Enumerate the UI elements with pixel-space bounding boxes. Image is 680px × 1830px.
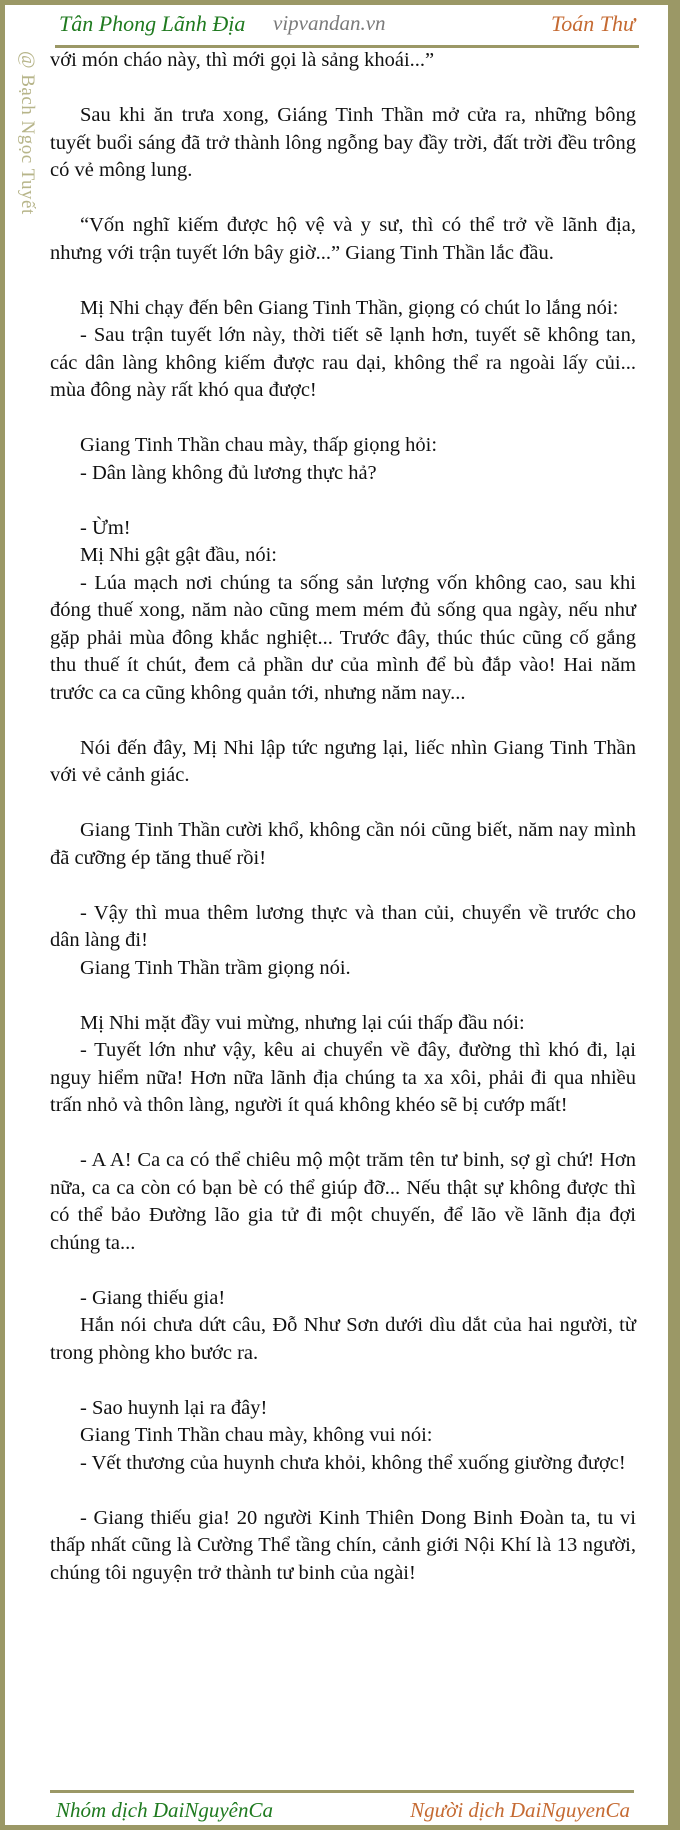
- paragraph: - Vậy thì mua thêm lương thực và than củi, chuyển về trước cho dân làng đi!: [50, 901, 636, 951]
- paragraph-spacer: [50, 707, 636, 735]
- paragraph-spacer: [50, 487, 636, 515]
- page: [5, 5, 668, 1825]
- paragraph: Hắn nói chưa dứt câu, Đỗ Như Sơn dưới dìu dắt của hai người, từ trong phòng kho bước ra.: [50, 1314, 636, 1364]
- paragraph-spacer: [50, 267, 636, 295]
- paragraph: Mị Nhi gật gật đầu, nói:: [80, 544, 278, 566]
- paragraph: Sau khi ăn trưa xong, Giáng Tinh Thần mở cửa ra, những bông tuyết buổi sáng đã trở thành lông ngỗng bay đầy trời, đất trời đều trông có vẻ mông lung.: [50, 104, 636, 181]
- page-footer: [50, 1790, 634, 1823]
- paragraph-spacer: [50, 982, 636, 1010]
- paragraph-spacer: [50, 1257, 636, 1285]
- paragraph: Giang Tinh Thần trầm giọng nói.: [80, 956, 351, 979]
- paragraph: Nói đến đây, Mị Nhi lập tức ngưng lại, liếc nhìn Giang Tinh Thần với vẻ cảnh giác.: [50, 736, 636, 786]
- paragraph: - Sau trận tuyết lớn này, thời tiết sẽ lạnh hơn, tuyết sẽ không tan, các dân làng không kiếm được rau dại, không thể ra ngoài lấy củi... mùa đông này rất khó qua được!: [50, 324, 636, 401]
- paragraph: Mị Nhi chạy đến bên Giang Tinh Thần, giọng có chút lo lắng nói:: [80, 296, 619, 319]
- paragraph-spacer: [50, 872, 636, 900]
- paragraph: Mị Nhi mặt đầy vui mừng, nhưng lại cúi thấp đầu nói:: [80, 1011, 525, 1034]
- paragraph: - Sao huynh lại ra đây!: [80, 1396, 268, 1419]
- book-title: Tân Phong Lãnh Địa: [59, 11, 246, 36]
- paragraph: - Dân làng không đủ lương thực hả?: [80, 461, 377, 484]
- paragraph: Giang Tinh Thần cười khổ, không cần nói cũng biết, năm nay mình đã cưỡng ép tăng thuế rồi!: [50, 819, 636, 869]
- paragraph: Giang Tinh Thần chau mày, thấp giọng hỏi:: [80, 434, 438, 456]
- translator-name: Người dịch DaiNguyenCa: [410, 1798, 630, 1822]
- paragraph: với món cháo này, thì mới gọi là sảng khoái...”: [50, 49, 435, 71]
- paragraph: - Tuyết lớn như vậy, kêu ai chuyển về đây, đường thì khó đi, lại nguy hiểm nữa! Hơn nữa lãnh địa chúng ta xa xôi, phải đi qua nhiều trấn nhỏ và thôn làng, người ít quá không khéo sẽ bị cướp mất!: [50, 1039, 636, 1116]
- paragraph: - Giang thiếu gia! 20 người Kinh Thiên Dong Binh Đoàn ta, tu vi thấp nhất cũng là Cường Thể tầng chín, cảnh giới Nội Khí là 13 người, chúng tôi nguyện trở thành tư binh của ngài!: [50, 1506, 636, 1584]
- paragraph-spacer: [50, 1367, 636, 1395]
- paragraph-spacer: [50, 1120, 636, 1148]
- site-name: vipvandan.vn: [273, 11, 386, 35]
- paragraph: - Ừm!: [80, 516, 131, 539]
- chapter-body: [50, 47, 636, 1587]
- paragraph: “Vốn nghĩ kiếm được hộ vệ và y sư, thì có thể trở về lãnh địa, nhưng với trận tuyết lớn bây giờ...” Giang Tinh Thần lắc đầu.: [50, 214, 636, 264]
- paragraph-spacer: [50, 790, 636, 818]
- paragraph: - Giang thiếu gia!: [80, 1286, 226, 1309]
- author-name: Toán Thư: [551, 11, 635, 36]
- watermark: @ Bạch Ngọc Tuyết: [17, 51, 38, 215]
- page-header: [55, 9, 639, 48]
- paragraph-spacer: [50, 185, 636, 213]
- translation-group: Nhóm dịch DaiNguyênCa: [56, 1798, 273, 1822]
- paragraph: Giang Tinh Thần chau mày, không vui nói:: [80, 1424, 433, 1446]
- paragraph: - Vết thương của huynh chưa khỏi, không thể xuống giường được!: [80, 1451, 626, 1474]
- paragraph-spacer: [50, 405, 636, 433]
- paragraph-spacer: [50, 75, 636, 103]
- paragraph-spacer: [50, 1477, 636, 1505]
- paragraph: - Lúa mạch nơi chúng ta sống sản lượng vốn không cao, sau khi đóng thuế xong, năm nào cũng mem mém đủ sống qua ngày, nếu như gặp phải mùa đông khắc nghiệt... Trước đây, thúc thúc cũng cố gắng thu thuế ít chút, đem cả phần dư của mình để bù đắp vào! Hai năm trước ca ca cũng không quản tới, nhưng năm nay...: [50, 571, 636, 704]
- paragraph: - A A! Ca ca có thể chiêu mộ một trăm tên tư binh, sợ gì chứ! Hơn nữa, ca ca còn có bạn bè có thể giúp đỡ... Nếu thật sự không được thì có thể bảo Đường lão gia tử đi một chuyến, để lão về lãnh địa đợi chúng ta...: [50, 1149, 636, 1254]
